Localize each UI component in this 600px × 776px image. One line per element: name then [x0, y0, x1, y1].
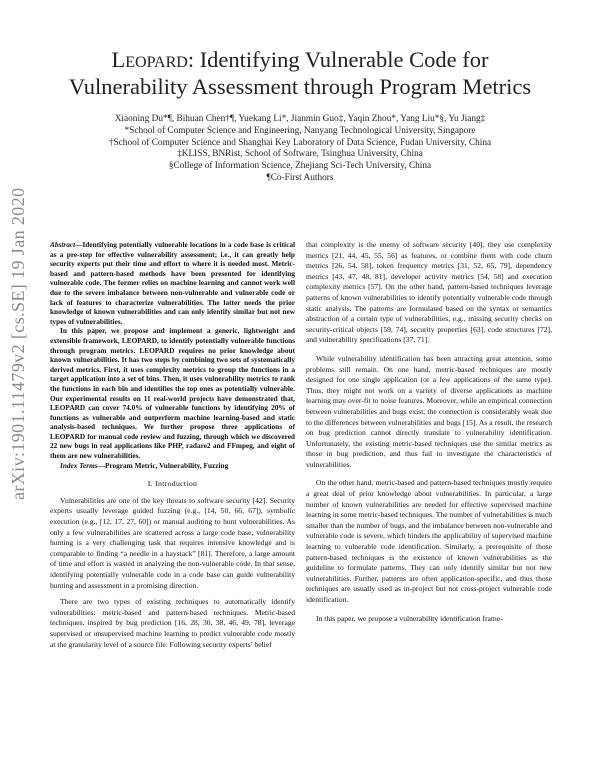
title-line-1-rest: : Identifying Vulnerable Code for	[187, 47, 489, 72]
abstract-paragraph-1	[50, 240, 295, 326]
body-paragraph-1: that complexity is the enemy of software security [40], they use complexity metrics [21, 44, 45, 55, 56] as features, or combine them with code churn metrics [26, 54, 58], token frequency metrics [31, 52, 65, 79], dependency metrics [43, 47, 48, 81], developer activity metrics [54, 58] and execution complexity metrics [57]. On the other hand, pattern-based techniques leverage patterns of known vulnerabilities to identify potentially vulnerable code through static analysis. The patterns are formulated based on the syntax or semantics abstraction of a certain type of vulnerabilities, e.g., missing security checks on security-critical objects [59, 74], security properties [63], code structures [72], and vulnerability specifications [37, 71].	[306, 240, 552, 345]
author-names: Xiaoning Du*¶, Bihuan Chen†¶, Yuekang Li*, Jianmin Guo‡, Yaqin Zhou*, Yang Liu*§, Yu Jiang‡	[114, 114, 486, 124]
body-paragraph-4: In this paper, we propose a vulnerability identification frame-	[316, 613, 503, 623]
index-terms	[50, 461, 295, 471]
title-line-1	[40, 46, 560, 73]
affiliation-3: ‡KLISS, BNRist, School of Software, Tsinghua University, China	[177, 149, 423, 160]
affiliation-2: †School of Computer Science and Shanghai Key Laboratory of Data Science, Fudan University, China	[108, 137, 492, 148]
intro-paragraph-1: Vulnerabilities are one of the key threats to software security [42]. Security experts usually leverage guided fuzzing (e.g., [14, 50, 66, 67]), symbolic execution (e.g., [12, 17, 27, 60]) or manual auditing to hunt vulnerabilities. As only a few vulnerabilities are scattered across a large code base, vulnerability hunting is a very challenging task that requires intensive knowledge and is comparable to finding “a needle in a haystack” [81]. Therefore, a large amount of time and effort is wasted in analyzing the non-vulnerable code. In that sense, identifying potentially vulnerable code in a code base can guide vulnerability hunting and assessment in a promising direction.	[50, 495, 295, 590]
affiliation-4: §College of Information Science, Zhejiang Sci-Tech University, China	[168, 161, 432, 172]
paper-title	[40, 46, 560, 100]
intro-paragraph-2: There are two types of existing techniques to automatically identify vulnerabilities: metric-based and pattern-based techniques. Metric-based techniques, inspired by bug prediction [16, 28, 30, 38, 46, 49, 78], leverage supervised or unsupervised machine learning to predict vulnerable code mostly at the granularity level of a source file. Following security experts’ belief	[50, 597, 295, 649]
abstract-label: Abstract	[50, 240, 76, 249]
co-first-note: ¶Co-First Authors	[266, 172, 334, 183]
title-line-2: Vulnerability Assessment through Program Metrics	[68, 74, 532, 99]
body-paragraph-3: On the other hand, metric-based and pattern-based techniques mostly require a great deal of prior knowledge about vulnerabilities. In particular, a large number of known vulnerabilities are needed for effective supervised machine learning in some metric-based techniques. The number of vulnerabilities is much smaller than the number of bugs, and the imbalance between non-vulnerable and vulnerable code is severe, which hinders the applicability of supervised machine learning to vulnerable code identification. Similarly, a prerequisite of those pattern-based techniques is the existence of known vulnerabilities as the guideline to formulate patterns. They can only identify similar but not new vulnerabilities. Further, patterns are often application-specific, and thus those techniques are usually used as in-project but not cross-project vulnerable code identification.	[306, 478, 552, 604]
section-heading-introduction: I. Introduction	[147, 479, 198, 489]
body-paragraph-2: While vulnerability identification has been attracting great attention, some problems still remain. On one hand, metric-based techniques are mostly designed for one single application (or a few applications of the same type). Thus, they might not work on a variety of diverse applications as machine learning may over-fit to noise features. Moreover, while an empirical connection between vulnerabilities and bugs exist, the connection is considerably weak due to the differences between vulnerabilities and bugs [15]. As a result, the research on bug prediction cannot directly translate to vulnerability identification. Unfortunately, the existing metric-based techniques use the similar metrics as those in bug prediction, and thus fail to investigate the characteristics of vulnerabilities.	[306, 353, 552, 469]
arxiv-stamp: arXiv:1901.11479v2 [cs.SE] 19 Jan 2020	[8, 187, 28, 500]
right-column	[306, 240, 552, 632]
abstract	[50, 240, 295, 461]
abstract-paragraph-2: In this paper, we propose and implement a generic, lightweight and extensible framework, LEOPARD, to identify potentially vulnerable functions through program metrics. LEOPARD requires no prior knowledge about known vulnerabilities. It has two steps by combining two sets of systematically derived metrics. First, it uses complexity metrics to group the functions in a target application into a set of bins. Then, it uses vulnerability metrics to rank the functions in each bin and identifies the top ones as potentially vulnerable. Our experimental results on 11 real-world projects have demonstrated that, LEOPARD can cover 74.0% of vulnerable functions by identifying 20% of functions as vulnerable and outperform machine learning-based and static analysis-based techniques. We further propose three applications of LEOPARD for manual code review and fuzzing, through which we discovered 22 new bugs in real applications like PHP, radare2 and FFmpeg, and eight of them are new vulnerabilities.	[50, 326, 295, 461]
index-terms-text: —Program Metric, Vulnerability, Fuzzing	[97, 460, 229, 470]
author-block	[30, 114, 570, 185]
left-column	[50, 240, 295, 656]
affiliation-1: *School of Computer Science and Engineering, Nanyang Technological University, Singapore	[124, 125, 476, 136]
title-system-name: Leopard	[111, 47, 188, 72]
index-terms-label: Index Terms	[60, 460, 98, 470]
abstract-text-1: —Identifying potentially vulnerable locations in a code base is critical as a pre-step for effective vulnerability assessment; i.e., it can greatly help security experts put their time and effort to where it is needed most. Metric-based and pattern-based methods have been presented for identifying vulnerable code. The former relies on machine learning and cannot work well due to the severe imbalance between non-vulnerable and vulnerable code or lack of features to characterize vulnerabilities. The latter needs the prior knowledge of known vulnerabilities and can only identify similar but not new types of vulnerabilities.	[50, 240, 295, 326]
